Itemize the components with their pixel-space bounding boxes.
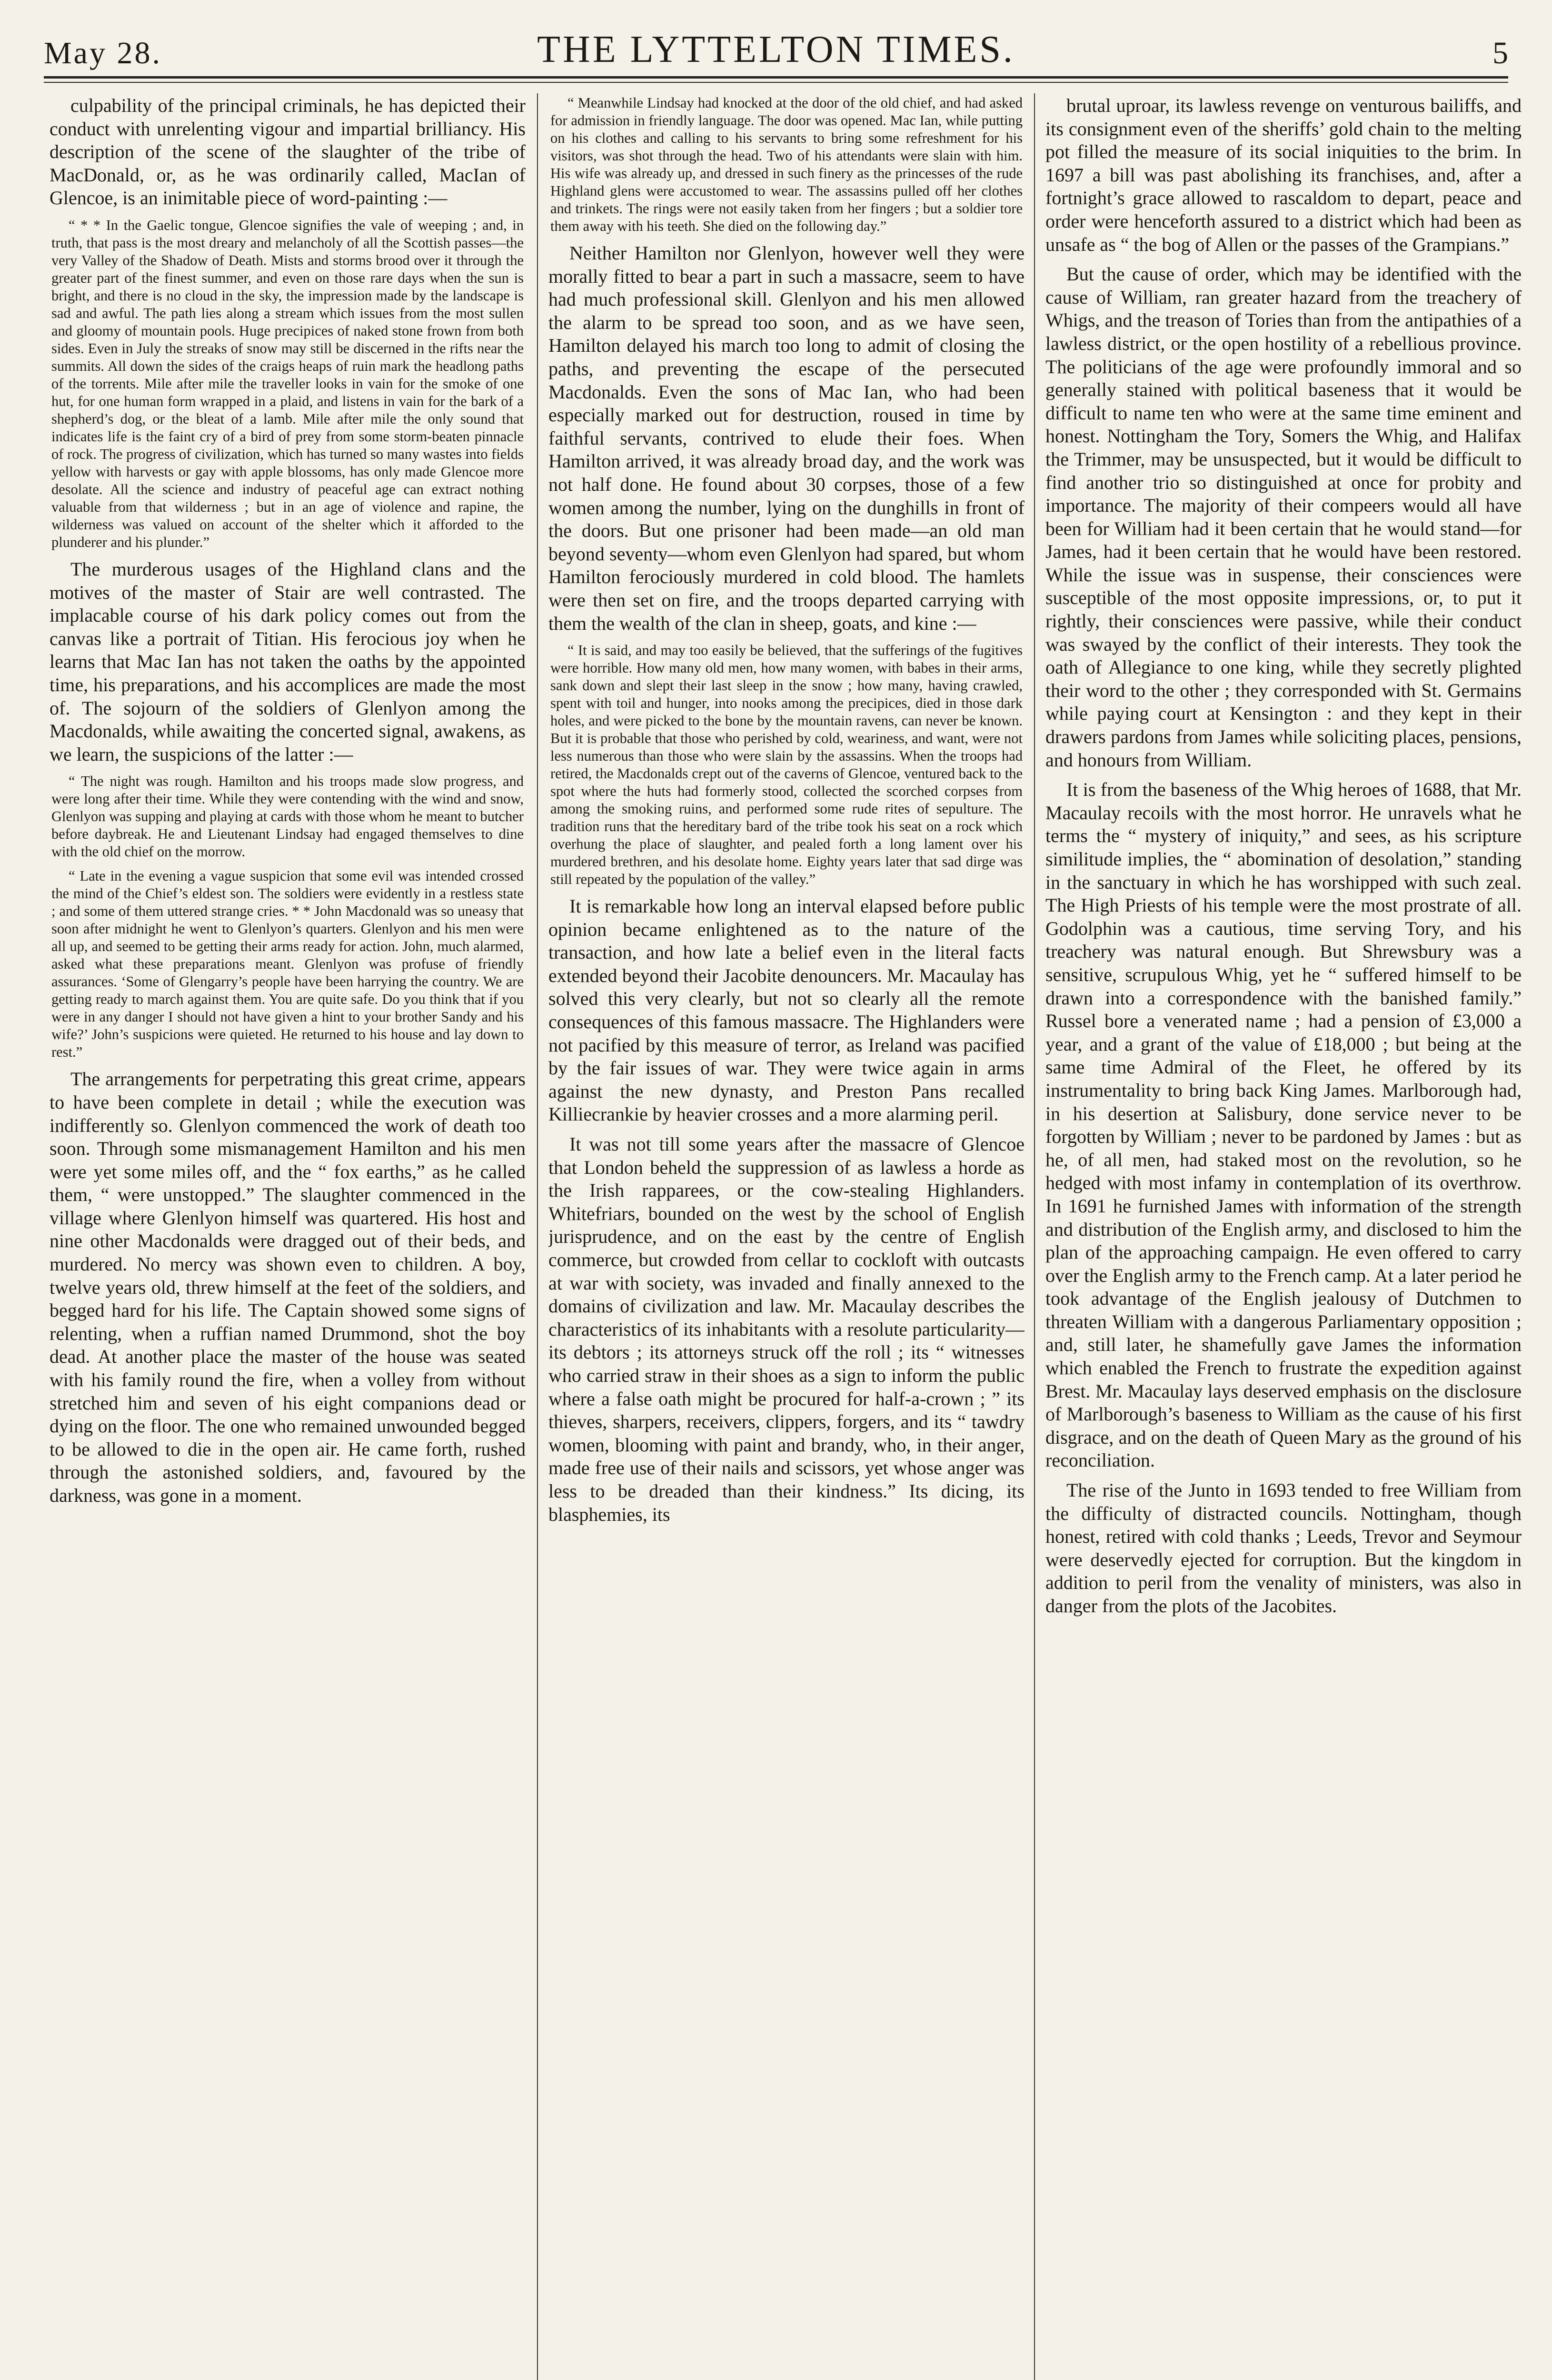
article-paragraph: It is remarkable how long an interval elapsed before public opinion became enlightened as to the nature of the transaction, and how late a belief even in the literal facts extended beyond their Jacobite denouncers. Mr. Macaulay has solved this very clearly, but not so clearly all the remote consequences of this famous massacre. The Highlanders were not pacified by this measure of terror, as Ireland was pacified by the fair issues of war. They were twice again in arms against the new dynasty, and Preston Pans recalled Killiecrankie by heavier crosses and a more alarming peril. xyxy=(548,895,1025,1125)
paragraph-gap xyxy=(1045,256,1522,263)
quoted-excerpt: “ Late in the evening a vague suspicion that some evil was intended crossed the mind of the Chief’s eldest son. The soldiers were evidently in a restless state ; and some of them uttered strange cries. * * John Macdonald was so uneasy that soon after midnight he went to Glenlyon’s quarters. Glenlyon and his men were all up, and seemed to be getting their arms ready for action. John, much alarmed, asked what these preparations meant. Glenlyon was profuse of friendly assurances. ‘Some of Glengarry’s people have been harrying the country. We are getting ready to march against them. You are quite safe. Do you think that if you were in any danger I should not have given a hint to your brother Sandy and his wife?’ John’s suspicions were quieted. He returned to his house and lay down to rest.” xyxy=(51,868,524,1061)
article-paragraph: culpability of the principal criminals, he has depicted their conduct with unrelenting vigour and impartial brilliancy. His description of the scene of the slaughter of the tribe of MacDonald, or, as he was ordinarily called, MacIan of Glencoe, is an inimitable piece of word-painting :— xyxy=(50,95,526,209)
paragraph-gap xyxy=(50,210,526,217)
paragraph-gap xyxy=(50,1061,526,1068)
paragraph-gap xyxy=(50,861,526,867)
quoted-excerpt: “ It is said, and may too easily be believed, that the sufferings of the fugitives were horrible. How many old men, how many women, with babes in their arms, sank down and slept their last sleep in the snow ; how many, having crawled, spent with toil and hunger, into nooks among the precipices, died in those dark holes, and were picked to the bone by the mountain ravens, can never be known. But it is probable that those who perished by cold, weariness, and want, were not less numerous than those who were slain by the assassins. When the troops had retired, the Macdonalds crept out of the caverns of Glencoe, ventured back to the spot where the huts had formerly stood, collected the scorched corpses from among the smoking ruins, and performed some rude rites of sepulture. The tradition runs that the hereditary bard of the tribe took his seat on a rock which overhung the place of slaughter, and pealed forth a long lament over his murdered brethren, and his desolate home. Eighty years later that sad dirge was still repeated by the population of the valley.” xyxy=(550,642,1023,888)
paragraph-gap xyxy=(1045,1472,1522,1479)
article-paragraph: It was not till some years after the massacre of Glencoe that London beheld the suppression of as lawless a horde as the Irish rapparees, or the cow-stealing Highlanders. Whitefriars, bounded on the west by the school of English jurisprudence, and on the east by the centre of English commerce, but crowded from cellar to cockloft with outcasts at war with society, was invaded and finally annexed to the domains of civilization and law. Mr. Macaulay describes the characteristics of its inhabitants with a resolute particularity—its debtors ; its attorneys struck off the roll ; its “ witnesses who carried straw in their shoes as a sign to inform the public where a false oath might be procured for half-a-crown ; ” its thieves, sharpers, receivers, clippers, forgers, and its “ tawdry women, blooming with paint and brandy, who, in their anger, made free use of their nails and scissors, yet whose anger was less to be dreaded than their kindness.” Its dicing, its blasphemies, its xyxy=(548,1133,1025,1525)
paragraph-gap xyxy=(50,551,526,558)
article-paragraph: The murderous usages of the Highland clans and the motives of the master of Stair are well contrasted. The implacable course of his dark policy comes out from the canvas like a portrait of Titian. His ferocious joy when he learns that Mac Ian has not taken the oaths by the appointed time, his preparations, and his accomplices are made the most of. The sojourn of the soldiers of Glenlyon among the Macdonalds, while awaiting the concerted signal, awakens, as we learn, the suspicions of the latter :— xyxy=(50,558,526,765)
article-paragraph: But the cause of order, which may be identified with the cause of William, ran greater hazard from the treachery of Whigs, and the treason of Tories than from the antipathies of a lawless district, or the open hostility of a rebellious province. The politicians of the age were profoundly immoral and so generally stained with political baseness that it would be difficult to name ten who were at the same time eminent and honest. Nottingham the Tory, Somers the Whig, and Halifax the Trimmer, may be unsuspected, but it would be difficult to find another trio so distinguished at once for probity and importance. The majority of their compeers would all have been for William had it been certain that he would stand—for James, had it been certain that he would have been restored. While the issue was in suspense, their consciences were susceptible of the most opposite impressions, or, to put it rightly, their consciences were passive, while their conduct was swayed by the conflict of their interests. They took the oath of Allegiance to one king, while they secretly plighted their word to the other ; they corresponded with St. Germains while paying court at Kensington : and they kept in their drawers pardons from James while soliciting places, pensions, and honours from William. xyxy=(1045,263,1522,771)
column-2 xyxy=(548,94,1025,2380)
column-1 xyxy=(50,94,526,2380)
paragraph-gap xyxy=(548,635,1025,642)
quoted-excerpt: “ * * In the Gaelic tongue, Glencoe signifies the vale of weeping ; and, in truth, that pass is the most dreary and melancholy of all the Scottish passes—the very Valley of the Shadow of Death. Mists and storms brood over it through the greater part of the finest summer, and even on those rare days when the sun is bright, and there is no cloud in the sky, the impression made by the landscape is sad and awful. The path lies along a stream which issues from the most sullen and gloomy of mountain pools. Huge precipices of naked stone frown from both sides. Even in July the streaks of snow may still be discerned in the rifts near the summits. All down the sides of the craigs heaps of ruin mark the headlong paths of the torrents. Mile after mile the traveller looks in vain for the smoke of one hut, for one human form wrapped in a plaid, and listens in vain for the bark of a shepherd’s dog, or the bleat of a lamb. Mile after mile the only sound that indicates life is the faint cry of a bird of prey from some storm-beaten pinnacle of rock. The progress of civilization, which has turned so many wastes into fields yellow with harvests or gay with apple blossoms, has only made Glencoe more desolate. All the science and industry of peaceful age can extract nothing valuable from that wilderness ; but in an age of violence and rapine, the wilderness was valued on account of the shelter which it afforded to the plunderer and his plunder.” xyxy=(51,217,524,550)
column-divider xyxy=(1034,93,1035,2380)
article-paragraph: brutal uproar, its lawless revenge on venturous bailiffs, and its consignment even of the sheriffs’ gold chain to the melting pot filled the measure of its social iniquities to the brim. In 1697 a bill was past abolishing its franchises, and, after a fortnight’s grace allowed to rascaldom to depart, peace and order were henceforth assured to a district which had been as unsafe as “ the bog of Allen or the passes of the Grampians.” xyxy=(1045,95,1522,255)
paragraph-gap xyxy=(548,235,1025,242)
quoted-excerpt: “ Meanwhile Lindsay had knocked at the door of the old chief, and had asked for admission in friendly language. The door was opened. Mac Ian, while putting on his clothes and calling to his servants to bring some refreshment for his visitors, was shot through the head. Two of his attendants were slain with him. His wife was already up, and dressed in such finery as the princesses of the rude Highland glens were accustomed to wear. The assassins pulled off her clothes and trinkets. The rings were not easily taken from her fingers ; but a soldier tore them away with his teeth. She died on the following day.” xyxy=(550,95,1023,234)
paragraph-gap xyxy=(548,1126,1025,1133)
page-number: 5 xyxy=(1492,36,1508,70)
issue-date: May 28. xyxy=(44,36,162,70)
paragraph-gap xyxy=(1045,772,1522,778)
article-paragraph: The arrangements for perpetrating this great crime, appears to have been complete in detail ; while the execution was indifferently so. Glenlyon commenced the work of death too soon. Through some mismanagement Hamilton and his men were yet some miles off, and the “ fox earths,” as he called them, “ were unstopped.” The slaughter commenced in the village where Glenlyon himself was quartered. His host and nine other Macdonalds were dragged out of their beds, and murdered. No mercy was shown even to children. A boy, twelve years old, threw himself at the feet of the soldiers, and begged hard for his life. The Captain showed some signs of relenting, when a ruffian named Drummond, shot the boy dead. At another place the master of the house was seated with his family round the fire, when a volley from without stretched him and seven of his eight companions dead or dying on the floor. The one who remained unwounded begged to be allowed to die in the open air. He came forth, rushed through the astonished soldiers, and, favoured by the darkness, was gone in a moment. xyxy=(50,1068,526,1506)
article-paragraph: The rise of the Junto in 1693 tended to free William from the difficulty of distracted councils. Nottingham, though honest, retired with cold thanks ; Leeds, Trevor and Seymour were deservedly ejected for corruption. But the kingdom in addition to peril from the venality of ministers, was also in danger from the plots of the Jacobites. xyxy=(1045,1479,1522,1616)
masthead-rule-thin xyxy=(44,82,1508,83)
article-paragraph: Neither Hamilton nor Glenlyon, however well they were morally fitted to bear a part in such a massacre, seem to have had much professional skill. Glenlyon and his men allowed the alarm to be spread too soon, and as we have seen, Hamilton delayed his march too long to admit of closing the paths, and preventing the escape of the persecuted Macdonalds. Even the sons of Mac Ian, who had been especially marked out for destruction, roused in time by faithful servants, contrived to elude their foes. When Hamilton arrived, it was already broad day, and the work was not half done. He found about 30 corpses, those of a few women among the number, lying on the dunghills in front of the doors. But one prisoner had been made—an old man beyond seventy—whom even Glenlyon had spared, but whom Hamilton ferociously murdered in cold blood. The hamlets were then set on fire, and the troops departed carrying with them the wealth of the clan in sheep, goats, and kine :— xyxy=(548,242,1025,634)
paragraph-gap xyxy=(50,766,526,773)
article-paragraph: It is from the baseness of the Whig heroes of 1688, that Mr. Macaulay recoils with the most horror. He unravels what he terms the “ mystery of iniquity,” and sees, as his scripture similitude implies, the “ abomination of desolation,” standing in the sanctuary in which he has worshipped with such zeal. The High Priests of his temple were the most prostrate of all. Godolphin was a cautious, time serving Tory, and his treachery was natural enough. But Shrewsbury was a sensitive, scrupulous Whig, yet he “ suffered himself to be drawn into a correspondence with the banished family.” Russel bore a venerated name ; had a pension of £3,000 a year, and a grant of the value of £18,000 ; but being at the same time Admiral of the Fleet, he offered by its instrumentality to bring back King James. Marlborough had, in his desertion at Salisbury, done service never to be forgotten by William ; never to be pardoned by James : but as he, of all men, had staked most on the revolution, so he hedged with most infamy in contemplation of its overthrow. In 1691 he furnished James with information of the strength and distribution of the English army, and disclosed to him the plan of the approaching campaign. He even offered to carry over the English army to the French camp. At a later period he took advantage of the English jealousy of Dutchmen to threaten William with a dangerous Parliamentary opposition ; and, still later, he shamefully gave James the information which enabled the French to frustrate the expedition against Brest. Mr. Macaulay lays deserved emphasis on the disclosure of Marlborough’s baseness to William as the cause of his first disgrace, and on the death of Queen Mary as the ground of his reconciliation. xyxy=(1045,779,1522,1471)
column-3 xyxy=(1045,94,1522,2380)
masthead xyxy=(44,28,1508,71)
masthead-rule xyxy=(44,76,1508,79)
column-divider xyxy=(537,93,538,2380)
quoted-excerpt: “ The night was rough. Hamilton and his troops made slow progress, and were long after their time. While they were contending with the wind and snow, Glenlyon was supping and playing at cards with those whom he meant to butcher before daybreak. He and Lieutenant Lindsay had engaged themselves to dine with the old chief on the morrow. xyxy=(51,773,524,860)
newspaper-title: THE LYTTELTON TIMES. xyxy=(537,29,1015,70)
paragraph-gap xyxy=(548,888,1025,895)
